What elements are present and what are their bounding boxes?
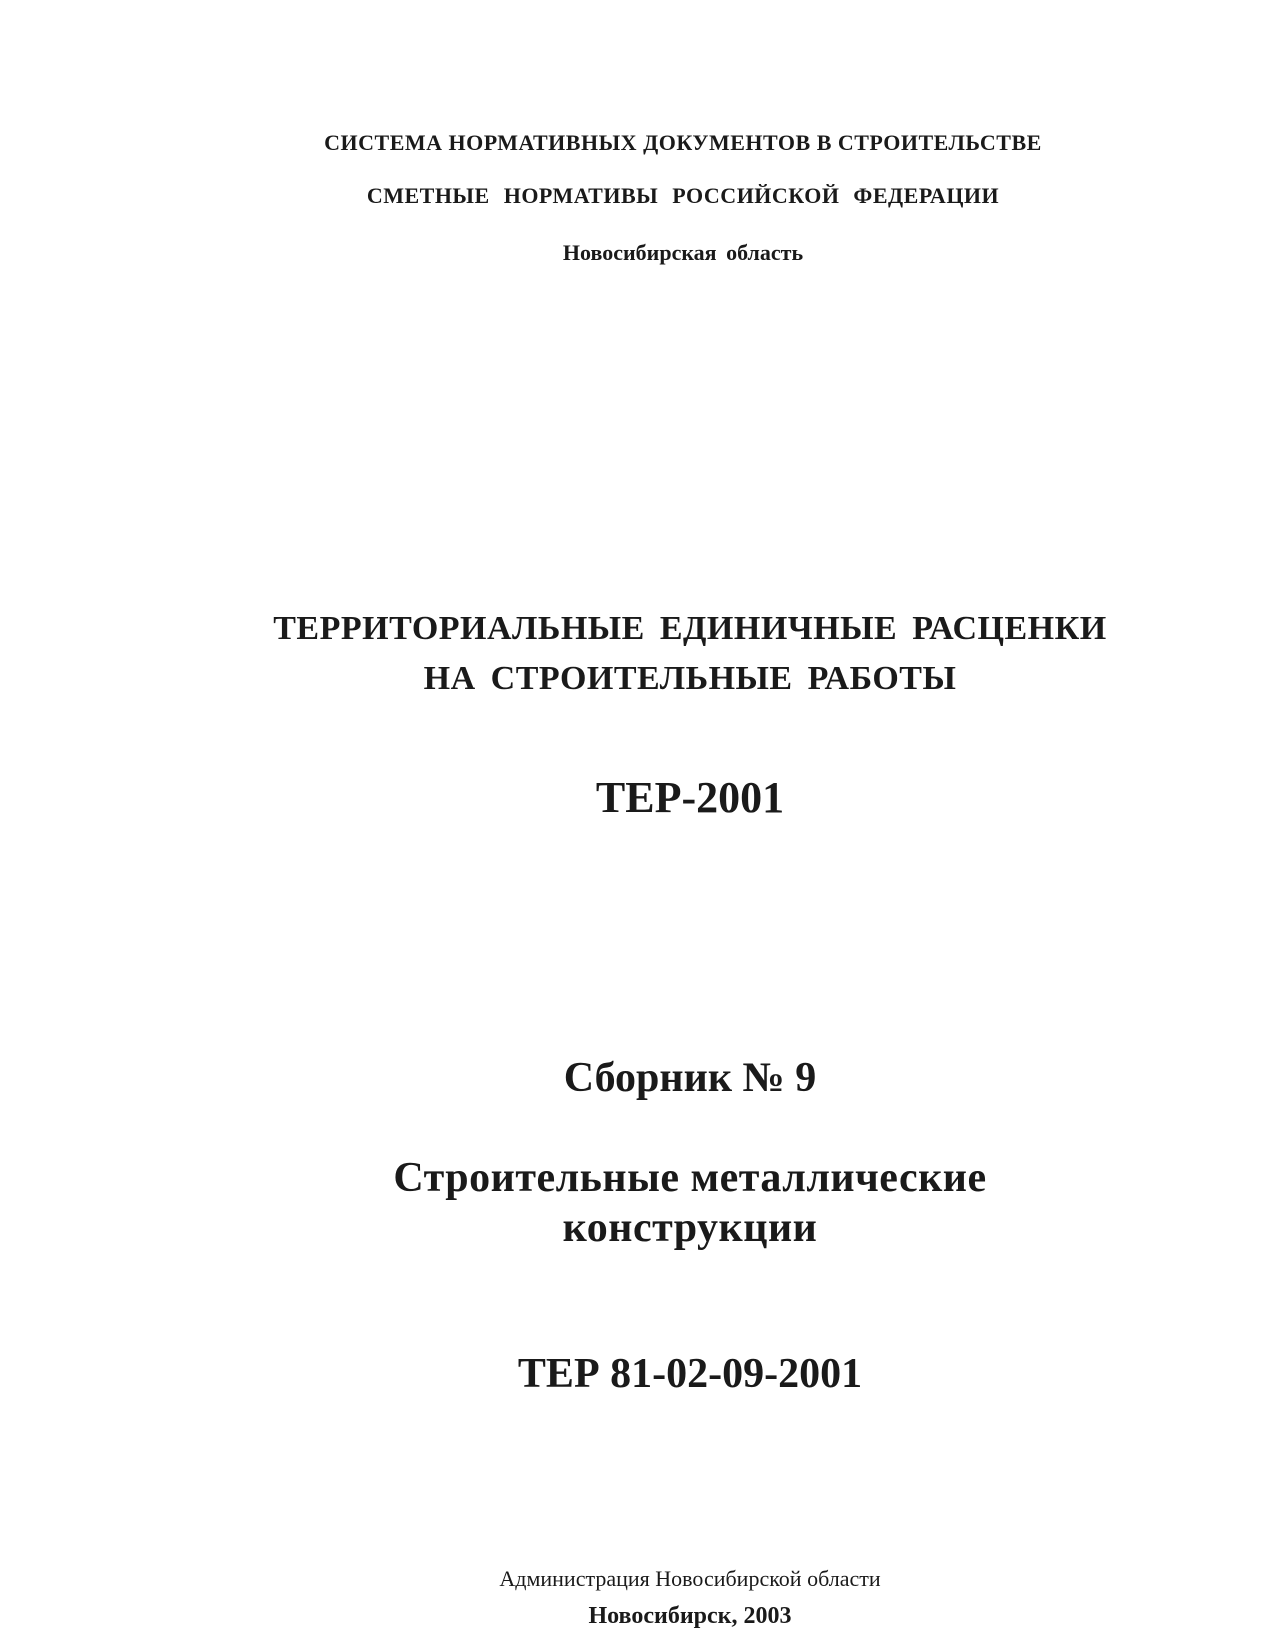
- document-code: ТЕР-2001: [595, 773, 785, 822]
- system-heading: СИСТЕМА НОРМАТИВНЫХ ДОКУМЕНТОВ В СТРОИТЕЛЬСТВЕ: [324, 130, 1042, 155]
- publisher: Администрация Новосибирской области: [499, 1566, 881, 1591]
- city-year: Новосибирск, 2003: [588, 1603, 792, 1629]
- collection-number: Сборник № 9: [563, 1055, 817, 1101]
- collection-name-line-1: Строительные металлические: [393, 1155, 987, 1201]
- collection-code: ТЕР 81-02-09-2001: [517, 1351, 863, 1397]
- document-title-line-1: ТЕРРИТОРИАЛЬНЫЕ ЕДИНИЧНЫЕ РАСЦЕНКИ: [273, 610, 1107, 647]
- collection-name-line-2: конструкции: [562, 1205, 818, 1251]
- region-heading: Новосибирская область: [562, 240, 804, 265]
- norms-heading: СМЕТНЫЕ НОРМАТИВЫ РОССИЙСКОЙ ФЕДЕРАЦИИ: [366, 183, 1000, 208]
- document-title-line-2: НА СТРОИТЕЛЬНЫЕ РАБОТЫ: [423, 660, 957, 697]
